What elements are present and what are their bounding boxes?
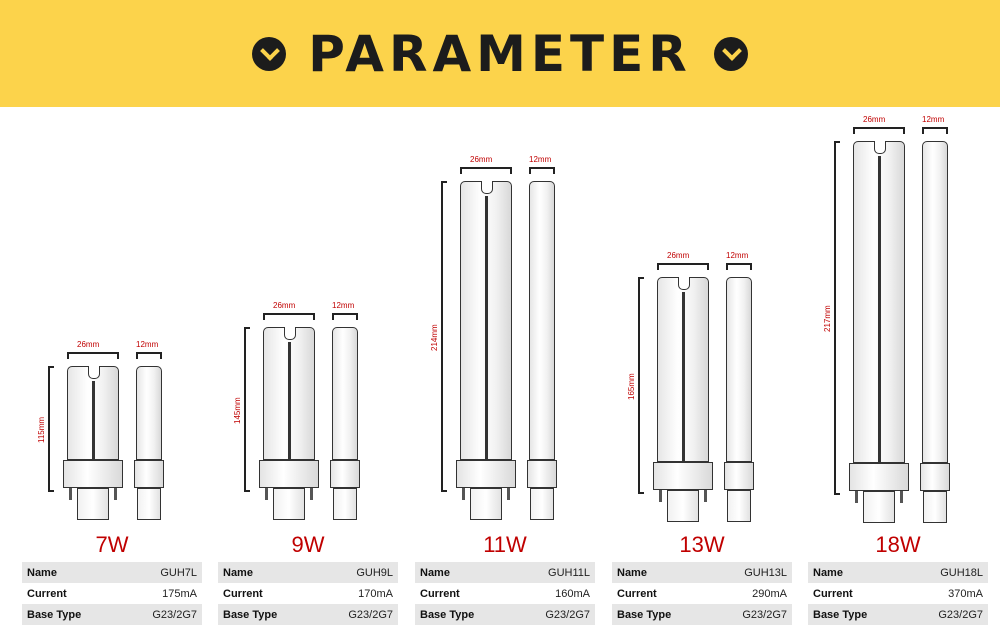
spec-row [22, 562, 202, 583]
lamp-tube-side [529, 181, 555, 460]
lamp-plug-front [273, 488, 305, 520]
spec-key: Current [420, 587, 460, 600]
slim-width-label: 12mm [922, 115, 945, 124]
spec-value: GUH13L [744, 566, 787, 579]
width-label: 26mm [273, 301, 296, 310]
lamp-tube-side [726, 277, 752, 462]
length-label: 217mm [823, 305, 832, 332]
spec-value: GUH11L [548, 566, 590, 579]
lamp-plug-front [470, 488, 502, 520]
spec-row [415, 604, 595, 625]
spec-value: G23/2G7 [938, 608, 983, 621]
lamp-tube-front [657, 277, 709, 462]
lamp-tube-front [460, 181, 512, 460]
lamp-pin [310, 488, 313, 500]
spec-row [808, 604, 988, 625]
wattage-label: 13W [679, 532, 725, 557]
lamp-pin [114, 488, 117, 500]
spec-value: GUH18L [940, 566, 983, 579]
spec-row [218, 583, 398, 604]
spec-key: Base Type [617, 608, 672, 621]
lamp-tube-side [136, 366, 162, 460]
spec-key: Base Type [420, 608, 475, 621]
lamp-base-side [330, 460, 360, 488]
tube-bridge-notch [874, 141, 886, 154]
spec-value: GUH9L [356, 566, 393, 579]
lamp-pin [900, 491, 903, 503]
lamp-pin [265, 488, 268, 500]
lamp-pin [855, 491, 858, 503]
length-label: 115mm [37, 416, 46, 443]
lamp-base-front [63, 460, 123, 488]
slim-width-dimension-bracket [136, 352, 162, 359]
spec-row [218, 562, 398, 583]
slim-width-dimension-bracket [726, 263, 752, 270]
spec-row [22, 583, 202, 604]
width-dimension-bracket [657, 263, 709, 270]
lamp-base-front [259, 460, 319, 488]
width-dimension-bracket [460, 167, 512, 174]
length-dimension-bracket [638, 277, 644, 494]
spec-row [612, 604, 792, 625]
lamp-pin [704, 490, 707, 502]
spec-key: Current [813, 587, 853, 600]
spec-row [218, 604, 398, 625]
spec-key: Base Type [27, 608, 82, 621]
lamp-plug-front [863, 491, 895, 523]
spec-table [22, 562, 202, 625]
spec-table [218, 562, 398, 625]
tube-divider-line [92, 381, 95, 461]
length-dimension-bracket [834, 141, 840, 495]
slim-width-label: 12mm [136, 340, 159, 349]
width-dimension-bracket [67, 352, 119, 359]
lamp-base-front [849, 463, 909, 491]
tube-bridge-notch [678, 277, 690, 290]
length-label: 165mm [627, 372, 636, 400]
spec-table [415, 562, 595, 625]
spec-value: 175mA [162, 587, 197, 600]
tube-divider-line [682, 292, 685, 463]
lamp-tube-front [263, 327, 315, 460]
spec-value: 160mA [555, 587, 590, 600]
slim-width-dimension-bracket [332, 313, 358, 320]
lamp-plug-side [333, 488, 357, 520]
length-dimension-bracket [441, 181, 447, 492]
chevron-down-icon [252, 37, 286, 71]
spec-value: G23/2G7 [152, 608, 197, 621]
tube-bridge-notch [284, 327, 296, 340]
spec-key: Name [420, 566, 450, 579]
page-title: PARAMETER [308, 24, 692, 83]
width-label: 26mm [863, 115, 886, 124]
tube-bridge-notch [88, 366, 100, 379]
lamp-tube-front [853, 141, 905, 463]
wattage-label: 11W [483, 532, 527, 557]
lamp-plug-front [77, 488, 109, 520]
spec-key: Name [223, 566, 253, 579]
lamp-base-front [456, 460, 516, 488]
width-label: 26mm [77, 340, 100, 349]
lamp-base-side [920, 463, 950, 491]
lamp-pin [69, 488, 72, 500]
spec-row [612, 583, 792, 604]
spec-value: G23/2G7 [742, 608, 787, 621]
slim-width-dimension-bracket [922, 127, 948, 134]
spec-value: 290mA [752, 587, 787, 600]
lamp-base-side [724, 462, 754, 490]
lamp-base-side [527, 460, 557, 488]
lamp-plug-side [530, 488, 554, 520]
width-label: 26mm [667, 251, 690, 260]
tube-bridge-notch [481, 181, 493, 194]
lamp-tube-front [67, 366, 119, 460]
spec-key: Base Type [813, 608, 868, 621]
spec-row [415, 583, 595, 604]
lamp-pin [659, 490, 662, 502]
lamp-plug-front [667, 490, 699, 522]
lamp-pin [462, 488, 465, 500]
lamp-plug-side [727, 490, 751, 522]
spec-key: Current [223, 587, 263, 600]
wattage-label: 7W [95, 532, 129, 557]
spec-table [612, 562, 792, 625]
lamp-base-side [134, 460, 164, 488]
spec-value: 370mA [948, 587, 983, 600]
spec-row [808, 583, 988, 604]
header-banner [0, 0, 1000, 107]
width-dimension-bracket [263, 313, 315, 320]
spec-key: Name [617, 566, 647, 579]
length-dimension-bracket [244, 327, 250, 492]
spec-row [808, 562, 988, 583]
tube-divider-line [485, 196, 488, 461]
spec-key: Current [617, 587, 657, 600]
spec-value: G23/2G7 [348, 608, 393, 621]
length-label: 214mm [430, 323, 439, 351]
spec-key: Name [813, 566, 843, 579]
spec-key: Current [27, 587, 67, 600]
spec-value: G23/2G7 [545, 608, 590, 621]
chevron-down-icon [714, 37, 748, 71]
lamp-pin [507, 488, 510, 500]
wattage-label: 9W [291, 532, 325, 557]
slim-width-label: 12mm [726, 251, 749, 260]
slim-width-label: 12mm [332, 301, 355, 310]
slim-width-dimension-bracket [529, 167, 555, 174]
lamp-tube-side [922, 141, 948, 463]
length-dimension-bracket [48, 366, 54, 492]
spec-key: Base Type [223, 608, 278, 621]
lamp-plug-side [923, 491, 947, 523]
lamp-tube-side [332, 327, 358, 460]
width-label: 26mm [470, 155, 493, 164]
tube-divider-line [288, 342, 291, 461]
tube-divider-line [878, 156, 881, 464]
spec-value: 170mA [358, 587, 393, 600]
spec-row [415, 562, 595, 583]
spec-row [22, 604, 202, 625]
length-label: 145mm [233, 396, 242, 424]
spec-key: Name [27, 566, 57, 579]
width-dimension-bracket [853, 127, 905, 134]
lamp-base-front [653, 462, 713, 490]
slim-width-label: 12mm [529, 155, 552, 164]
spec-value: GUH7L [160, 566, 197, 579]
wattage-label: 18W [875, 532, 921, 557]
spec-table [808, 562, 988, 625]
spec-row [612, 562, 792, 583]
lamp-plug-side [137, 488, 161, 520]
